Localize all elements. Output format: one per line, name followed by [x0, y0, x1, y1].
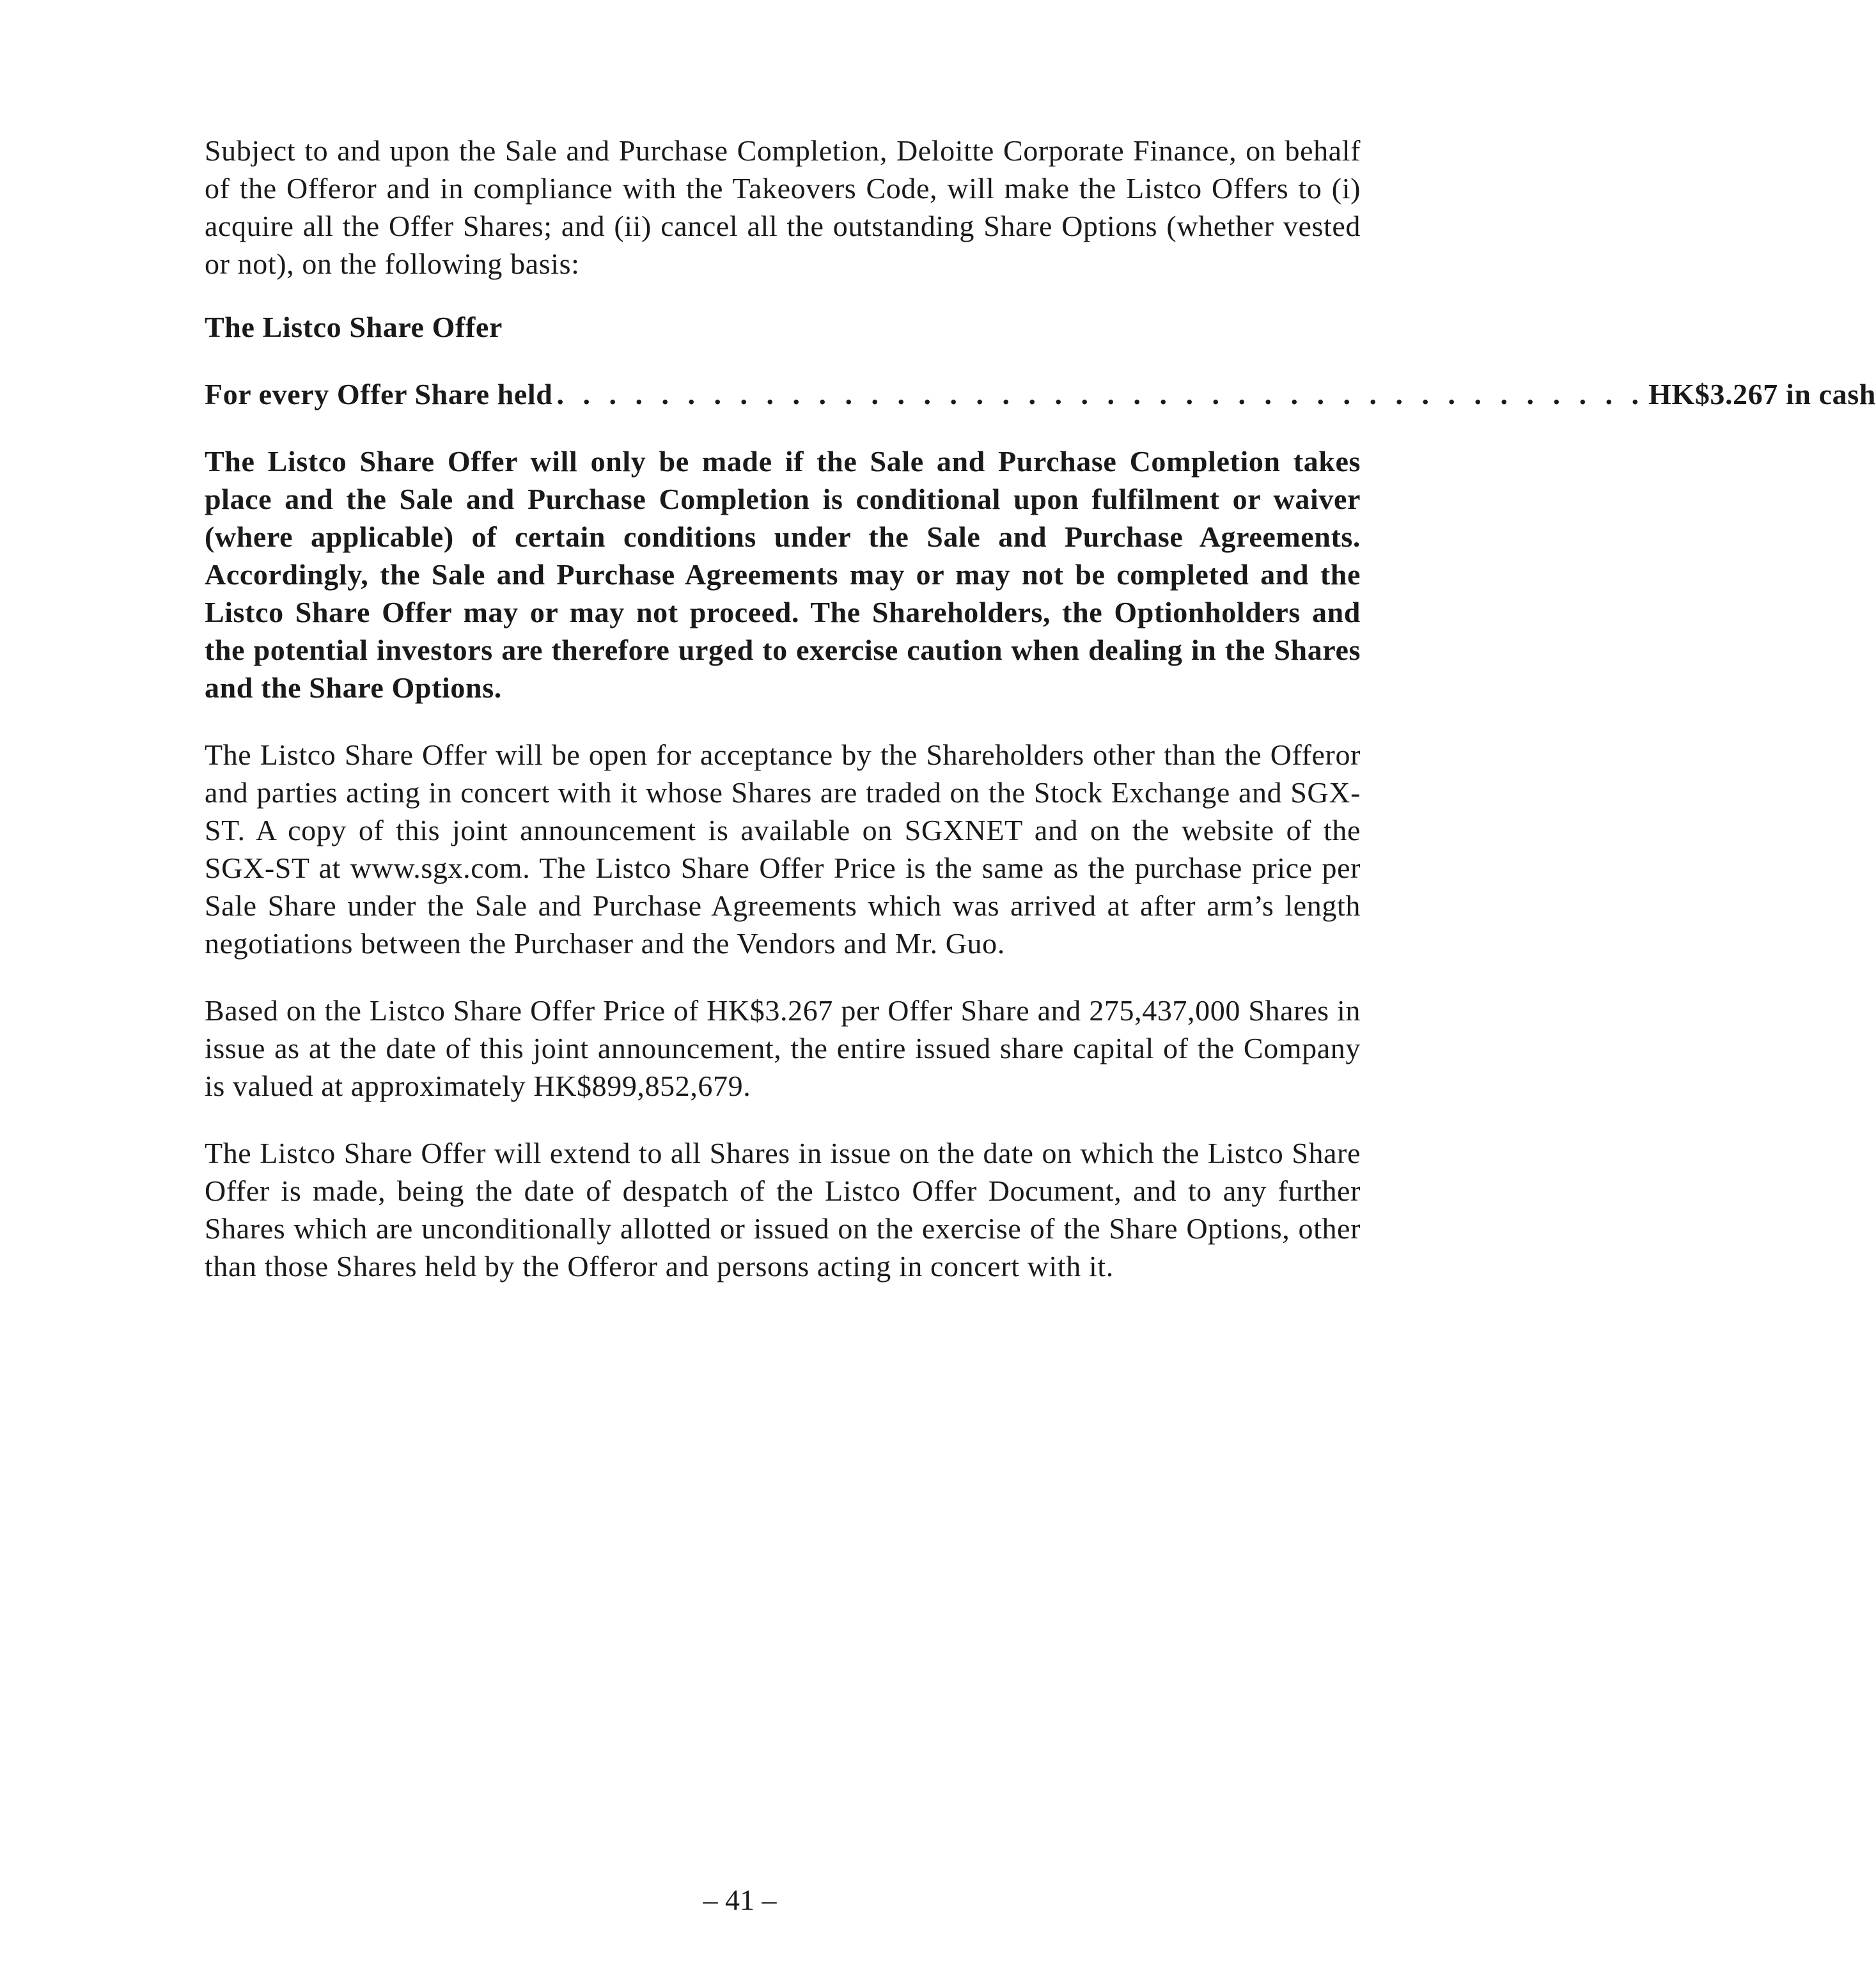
warning-paragraph: The Listco Share Offer will only be made if the Sale and Purchase Completion takes place and the Sale and Purchase Completion is conditional upon fulfilment or waiver (where applicable) of certain conditions under the Sale and Purchase Agreements. Accordingly, the Sale and Purchase Agreements may or may not be completed and the Listco Share Offer may or may not proceed. The Shareholders, the Optionholders and the potential investors are therefore urged to exercise caution when dealing in the Shares and the Share Options. — [205, 445, 1361, 704]
offer-line-label: For every Offer Share held — [205, 378, 553, 410]
offer-line-leader: . . . . . . . . . . . . . . . . . . . . . . . . . . . . . . . . . . . . . . . . . . — [556, 378, 1645, 410]
page-number: – 41 – — [703, 1883, 777, 1916]
paragraph-acceptance: The Listco Share Offer will be open for acceptance by the Shareholders other than the Offeror and parties acting in concert with it whose Shares are traded on the Stock Exchange and SGX-ST. A copy of this joint announcement is available on SGXNET and on the website of the SGX-ST at www.sgx.com. The Listco Share Offer Price is the same as the purchase price per Sale Share under the Sale and Purchase Agreements which was arrived at after arm’s length negotiations between the Purchaser and the Vendors and Mr. Guo. — [205, 738, 1361, 960]
offer-line-value: HK$3.267 in cash — [1648, 378, 1876, 410]
section-heading: The Listco Share Offer — [205, 311, 503, 343]
offer-line — [205, 375, 1876, 413]
paragraph-extension: The Listco Share Offer will extend to all Shares in issue on the date on which the Listco Share Offer is made, being the date of despatch of the Listco Offer Document, and to any further Shares which are unconditionally allotted or issued on the exercise of the Share Options, other than those Shares held by the Offeror and persons acting in concert with it. — [205, 1137, 1361, 1283]
paragraph-valuation: Based on the Listco Share Offer Price of HK$3.267 per Offer Share and 275,437,000 Shares in issue as at the date of this joint announcement, the entire issued share capital of the Company is valued at approximately HK$899,852,679. — [205, 994, 1361, 1102]
document-body — [205, 132, 1876, 1314]
intro-paragraph: Subject to and upon the Sale and Purchase Completion, Deloitte Corporate Finance, on behalf of the Offeror and in compliance with the Takeovers Code, will make the Listco Offers to (i) acquire all the Offer Shares; and (ii) cancel all the outstanding Share Options (whether vested or not), on the following basis: — [205, 134, 1361, 280]
